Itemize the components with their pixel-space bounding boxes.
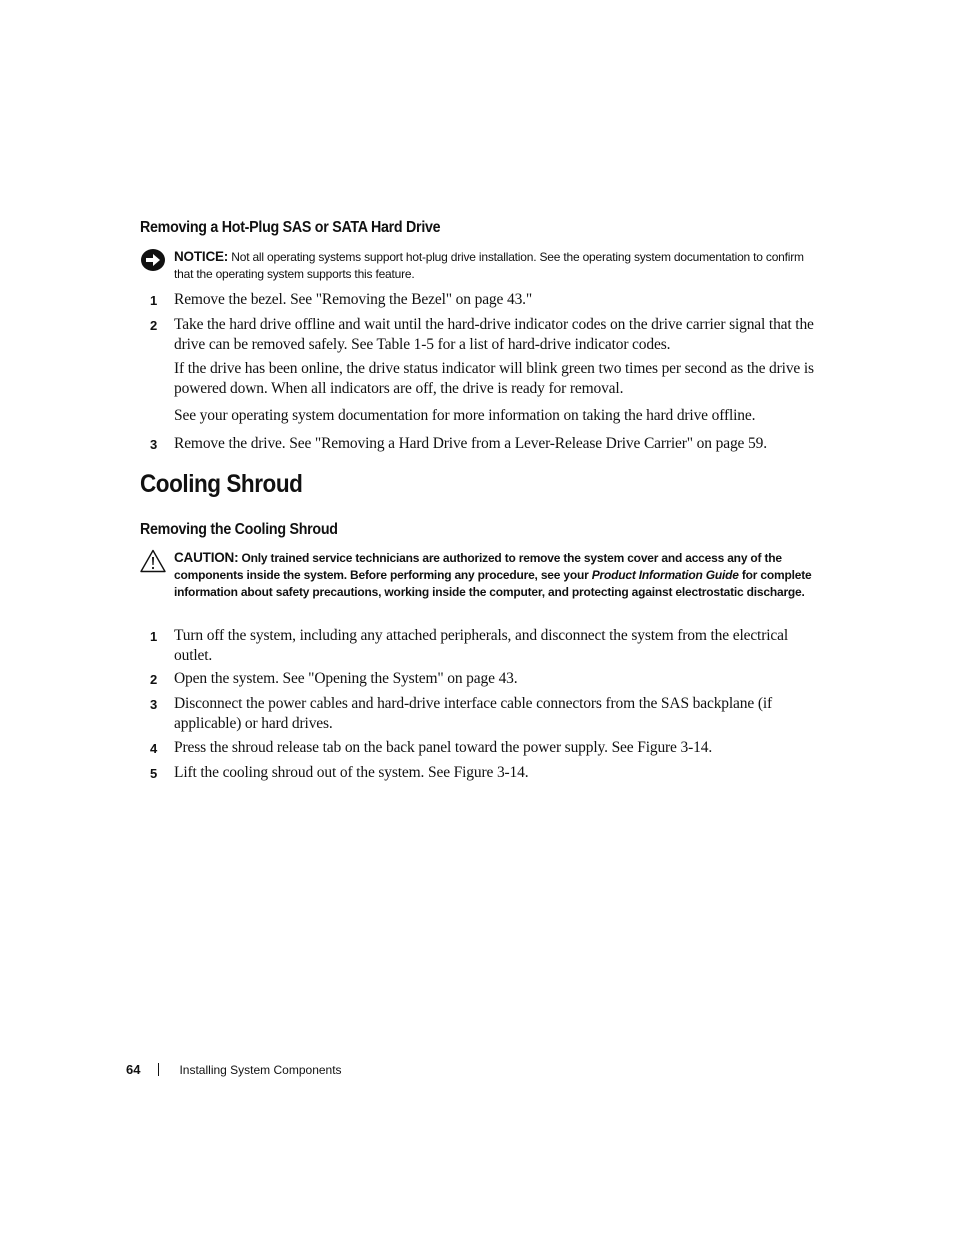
notice-body: Not all operating systems support hot-plug drive installation. See the operating system documentation to confirm that the operating system supports this feature. xyxy=(174,250,804,281)
footer-divider xyxy=(158,1063,159,1076)
step-number: 1 xyxy=(150,629,158,644)
page-number: 64 xyxy=(126,1062,141,1077)
step-number: 1 xyxy=(150,293,158,308)
step-number: 4 xyxy=(150,741,158,756)
caution-triangle-icon xyxy=(140,549,166,573)
page-footer xyxy=(126,1062,342,1077)
notice-label: NOTICE: xyxy=(174,249,229,264)
notice-text xyxy=(174,248,820,283)
list-item xyxy=(140,669,820,689)
step-text: Disconnect the power cables and hard-drive interface cable connectors from the SAS backplane (if applicable) or hard drives. xyxy=(174,695,773,732)
step-paragraph: If the drive has been online, the drive status indicator will blink green two times per second as the drive is powered down. When all indicators are off, the drive is ready for removal. xyxy=(174,360,814,397)
list-item xyxy=(140,626,820,665)
list-item xyxy=(140,315,820,354)
list-item xyxy=(140,434,820,454)
notice-box xyxy=(140,248,820,283)
step-number: 5 xyxy=(150,766,158,781)
step-number: 2 xyxy=(150,318,158,333)
step-text: Lift the cooling shroud out of the system. See Figure 3-14. xyxy=(174,764,529,781)
list-item xyxy=(140,694,820,733)
section-heading-hot-plug: Removing a Hot-Plug SAS or SATA Hard Drive xyxy=(140,219,441,236)
step-number: 3 xyxy=(150,697,158,712)
section-heading-removing-shroud: Removing the Cooling Shroud xyxy=(140,521,338,538)
step-text: Open the system. See "Opening the System" on page 43. xyxy=(174,670,518,687)
caution-text xyxy=(174,549,820,601)
footer-section-title: Installing System Components xyxy=(179,1063,342,1077)
caution-emphasis: Product Information Guide xyxy=(591,568,739,582)
step-text: Press the shroud release tab on the back panel toward the power supply. See Figure 3-14. xyxy=(174,739,713,756)
caution-body: Only trained service technicians are authorized to remove the system cover and access any of the components inside the system. Before performing any procedure, see your xyxy=(174,551,782,582)
list-item xyxy=(140,738,820,758)
notice-arrow-icon xyxy=(140,248,166,272)
step-text: Turn off the system, including any attached peripherals, and disconnect the system from the electrical outlet. xyxy=(174,627,788,664)
step-text: Remove the bezel. See "Removing the Bezel" on page 43." xyxy=(174,291,533,308)
section-title-cooling-shroud: Cooling Shroud xyxy=(140,470,303,498)
caution-box xyxy=(140,549,820,601)
step-number: 2 xyxy=(150,672,158,687)
step-paragraph: See your operating system documentation for more information on taking the hard drive offline. xyxy=(174,407,756,424)
step-number: 3 xyxy=(150,437,158,452)
step-text: Remove the drive. See "Removing a Hard Drive from a Lever-Release Drive Carrier" on page 59. xyxy=(174,435,767,452)
caution-body-end: for complete information about safety precautions, working inside the computer, and protecting against electrostatic discharge. xyxy=(174,568,812,599)
list-item xyxy=(140,290,820,310)
step-text: Take the hard drive offline and wait until the hard-drive indicator codes on the drive carrier signal that the drive can be removed safely. See Table 1-5 for a list of hard-drive indicator codes. xyxy=(174,316,814,353)
list-item xyxy=(140,763,820,783)
caution-label: CAUTION: xyxy=(174,550,239,565)
